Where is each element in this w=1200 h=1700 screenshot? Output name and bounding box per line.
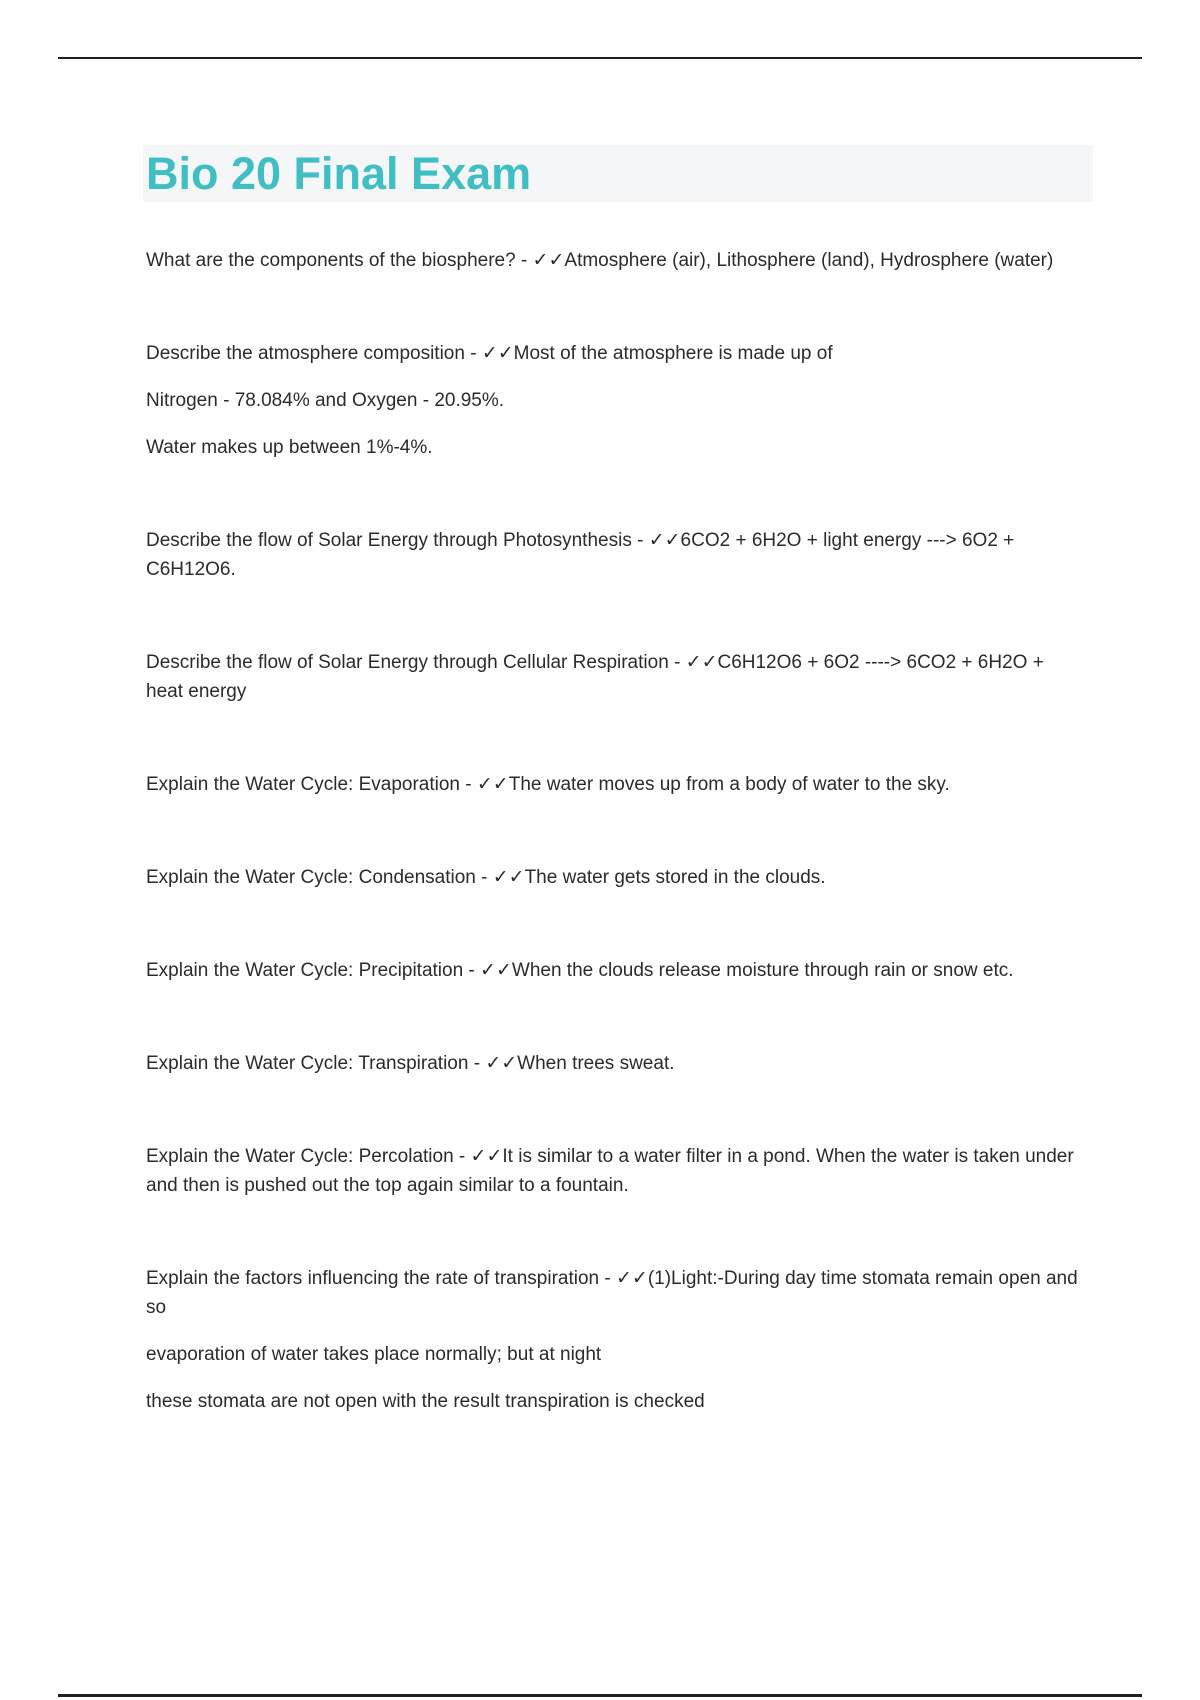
qa-paragraph: Describe the atmosphere composition - ✓✓Most of the atmosphere is made up of	[146, 343, 833, 364]
qa-item-precipitation	[146, 956, 1086, 985]
qa-paragraph: What are the components of the biosphere? - ✓✓Atmosphere (air), Lithosphere (land), Hydrosphere (water)	[146, 250, 1054, 271]
qa-paragraph: these stomata are not open with the result transpiration is checked	[146, 1391, 705, 1412]
bottom-rule	[58, 1694, 1142, 1697]
qa-list	[146, 246, 1086, 1480]
qa-paragraph: Explain the Water Cycle: Precipitation - ✓✓When the clouds release moisture through rain or snow etc.	[146, 960, 1014, 981]
qa-paragraph: Describe the flow of Solar Energy through Photosynthesis - ✓✓6CO2 + 6H2O + light energy ---> 6O2 + C6H12O6.	[146, 530, 1015, 580]
qa-item-transpiration	[146, 1049, 1086, 1078]
qa-item-transpiration-factors	[146, 1264, 1086, 1416]
page-title: Bio 20 Final Exam	[146, 148, 532, 199]
qa-paragraph: Nitrogen - 78.084% and Oxygen - 20.95%.	[146, 390, 505, 411]
qa-item-percolation	[146, 1142, 1086, 1200]
qa-paragraph: Explain the factors influencing the rate of transpiration - ✓✓(1)Light:-During day time stomata remain open and so	[146, 1268, 1078, 1318]
qa-item-evaporation	[146, 770, 1086, 799]
qa-paragraph: evaporation of water takes place normally; but at night	[146, 1344, 602, 1365]
qa-item-biosphere	[146, 246, 1086, 275]
qa-paragraph: Explain the Water Cycle: Evaporation - ✓✓The water moves up from a body of water to the sky.	[146, 774, 950, 795]
qa-paragraph: Explain the Water Cycle: Transpiration - ✓✓When trees sweat.	[146, 1053, 675, 1074]
qa-paragraph: Describe the flow of Solar Energy through Cellular Respiration - ✓✓C6H12O6 + 6O2 ----> 6CO2 + 6H2O + heat energy	[146, 652, 1044, 702]
qa-item-condensation	[146, 863, 1086, 892]
qa-paragraph: Water makes up between 1%-4%.	[146, 437, 433, 458]
top-rule	[58, 57, 1142, 59]
qa-item-respiration	[146, 648, 1086, 706]
qa-paragraph: Explain the Water Cycle: Percolation - ✓✓It is similar to a water filter in a pond. When the water is taken under and then is pushed out the top again similar to a fountain.	[146, 1146, 1074, 1196]
qa-item-photosynthesis	[146, 526, 1086, 584]
qa-item-atmosphere	[146, 339, 1086, 462]
qa-paragraph: Explain the Water Cycle: Condensation - ✓✓The water gets stored in the clouds.	[146, 867, 826, 888]
